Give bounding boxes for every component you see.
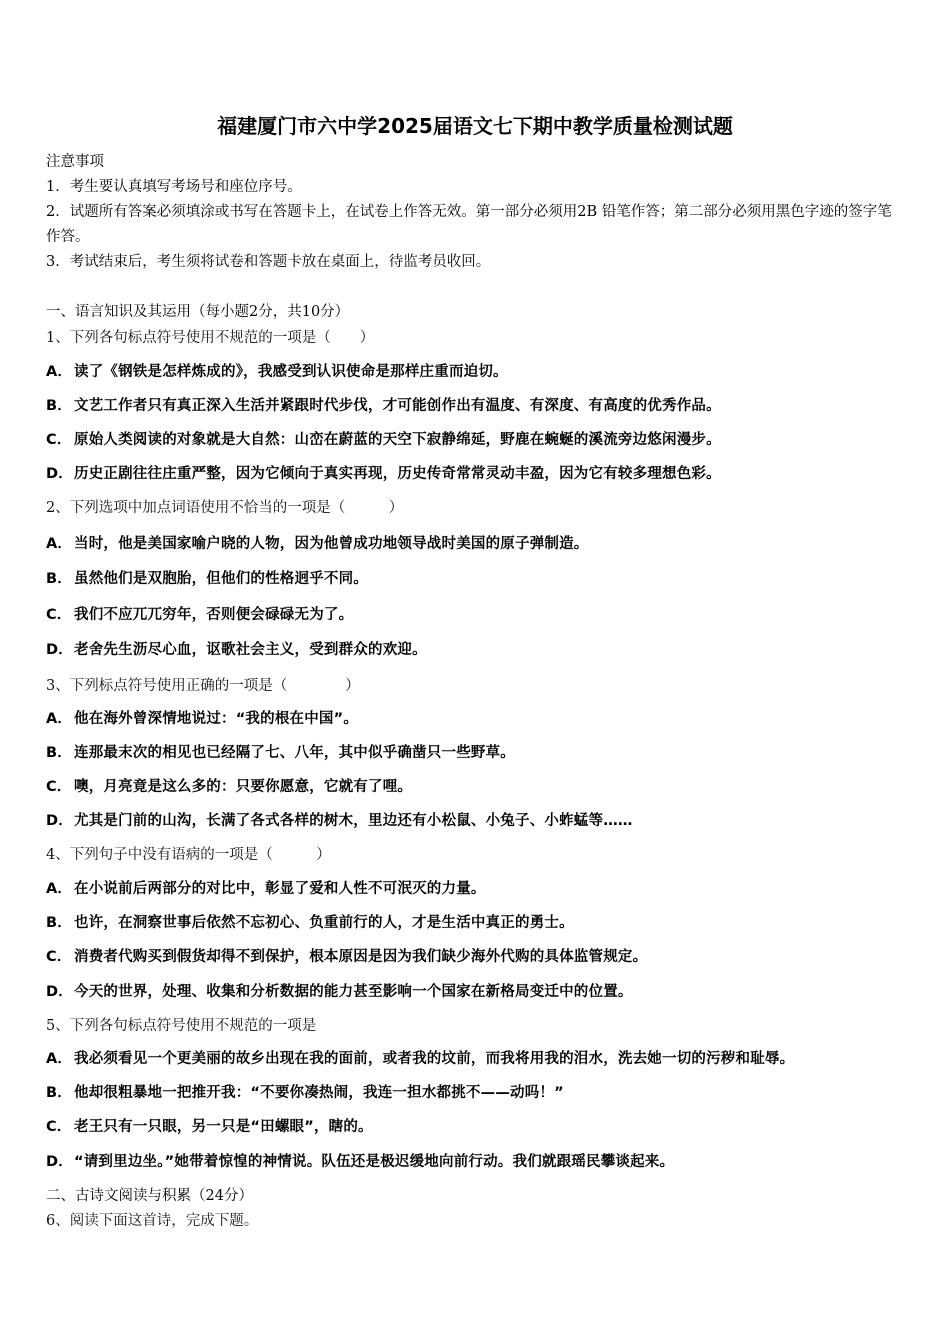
option-text: “请到里边坐。”她带着惊惶的神情说。队伍还是极迟缓地向前行动。我们就跟瑶民攀谈起来。 bbox=[74, 1154, 675, 1170]
option-text: 尤其是门前的山沟，长满了各式各样的树木，里边还有小松鼠、小兔子、小蚱蜢等…… bbox=[74, 813, 633, 829]
option-text: 历史正剧往往庄重严整，因为它倾向于真实再现，历史传奇常常灵动丰盈，因为它有较多理想色彩。 bbox=[74, 466, 721, 482]
option-4d bbox=[46, 980, 916, 1001]
option-text: 噢，月亮竟是这么多的：只要你愿意，它就有了哩。 bbox=[74, 779, 413, 795]
option-3c bbox=[46, 775, 916, 796]
option-text: 今天的世界，处理、收集和分析数据的能力甚至影响一个国家在新格局变迁中的位置。 bbox=[74, 984, 633, 1000]
option-2d bbox=[46, 638, 916, 659]
option-text: 我们不应兀兀穷年，否则便会碌碌无为了。 bbox=[74, 607, 354, 623]
section-heading-1: 一、语言知识及其运用（每小题2分，共10分） bbox=[46, 304, 350, 320]
option-1c bbox=[46, 428, 916, 449]
option-text: 原始人类阅读的对象就是大自然：山峦在蔚蓝的天空下寂静绵延，野鹿在蜿蜒的溪流旁边悠闲漫步。 bbox=[74, 432, 721, 448]
notes-block bbox=[46, 150, 906, 275]
option-5d bbox=[46, 1150, 916, 1171]
option-text: 读了《钢铁是怎样炼成的》，我感受到认识使命是那样庄重而迫切。 bbox=[74, 364, 508, 380]
question-stem-4: 4、下列句子中没有语病的一项是（ ） bbox=[46, 847, 331, 863]
option-2b bbox=[46, 567, 916, 588]
option-2c bbox=[46, 603, 916, 624]
option-text: 连那最末次的相见也已经隔了七、八年，其中似乎确凿只一些野草。 bbox=[74, 745, 515, 761]
option-label: B． bbox=[46, 1085, 72, 1101]
option-3b bbox=[46, 741, 916, 762]
option-4b bbox=[46, 911, 916, 932]
option-1a bbox=[46, 360, 916, 381]
option-label: B． bbox=[46, 571, 72, 587]
option-label: D． bbox=[46, 1154, 73, 1170]
option-3a bbox=[46, 707, 916, 728]
option-text: 虽然他们是双胞胎，但他们的性格迥乎不同。 bbox=[74, 571, 368, 587]
option-label: D． bbox=[46, 466, 73, 482]
option-5a bbox=[46, 1047, 916, 1068]
option-label: B． bbox=[46, 745, 72, 761]
option-3d bbox=[46, 809, 916, 830]
option-text: 我必须看见一个更美丽的故乡出现在我的面前，或者我的坟前，而我将用我的泪水，洗去她一切的污秽和耻辱。 bbox=[74, 1051, 795, 1067]
option-label: C． bbox=[46, 949, 72, 965]
option-text: 他却很粗暴地一把推开我：“不要你凑热闹，我连一担水都挑不——动吗！” bbox=[74, 1085, 564, 1101]
notes-item: 2．试题所有答案必须填涂或书写在答题卡上，在试卷上作答无效。第一部分必须用2B 铅笔作答；第二部分必须用黑色字迹的签字笔作答。 bbox=[46, 204, 892, 245]
option-1b bbox=[46, 394, 916, 415]
option-label: A． bbox=[46, 536, 73, 552]
option-label: C． bbox=[46, 607, 72, 623]
question-stem-5: 5、下列各句标点符号使用不规范的一项是 bbox=[46, 1018, 317, 1034]
option-text: 老王只有一只眼，另一只是“田螺眼”，瞎的。 bbox=[74, 1119, 373, 1135]
option-label: D． bbox=[46, 642, 73, 658]
option-label: A． bbox=[46, 881, 73, 897]
page-title: 福建厦门市六中学2025届语文七下期中教学质量检测试题 bbox=[217, 114, 733, 138]
option-label: D． bbox=[46, 984, 73, 1000]
option-label: C． bbox=[46, 432, 72, 448]
option-text: 老舍先生沥尽心血，讴歌社会主义，受到群众的欢迎。 bbox=[74, 642, 427, 658]
option-4a bbox=[46, 877, 916, 898]
option-label: C． bbox=[46, 1119, 72, 1135]
option-text: 在小说前后两部分的对比中，彰显了爱和人性不可泯灭的力量。 bbox=[74, 881, 486, 897]
question-stem-6: 6、阅读下面这首诗，完成下题。 bbox=[46, 1213, 259, 1229]
option-2a bbox=[46, 532, 916, 553]
notes-item: 3．考试结束后，考生须将试卷和答题卡放在桌面上，待监考员收回。 bbox=[46, 254, 491, 270]
option-5b bbox=[46, 1081, 916, 1102]
option-label: B． bbox=[46, 915, 72, 931]
option-5c bbox=[46, 1115, 916, 1136]
question-stem-3: 3、下列标点符号使用正确的一项是（ ） bbox=[46, 678, 360, 694]
option-1d bbox=[46, 462, 916, 483]
option-label: C． bbox=[46, 779, 72, 795]
notes-heading: 注意事项 bbox=[46, 154, 104, 170]
option-text: 消费者代购买到假货却得不到保护，根本原因是因为我们缺少海外代购的具体监管规定。 bbox=[74, 949, 648, 965]
option-label: A． bbox=[46, 1051, 73, 1067]
option-label: A． bbox=[46, 364, 73, 380]
option-text: 也许，在洞察世事后依然不忘初心、负重前行的人，才是生活中真正的勇士。 bbox=[74, 915, 574, 931]
section-heading-2: 二、古诗文阅读与积累（24分） bbox=[46, 1188, 253, 1204]
notes-item: 1．考生要认真填写考场号和座位序号。 bbox=[46, 179, 302, 195]
option-text: 当时，他是美国家喻户晓的人物，因为他曾成功地领导战时美国的原子弹制造。 bbox=[74, 536, 589, 552]
option-text: 他在海外曾深情地说过：“我的根在中国”。 bbox=[74, 711, 359, 727]
option-label: A． bbox=[46, 711, 73, 727]
option-label: B． bbox=[46, 398, 72, 414]
option-text: 文艺工作者只有真正深入生活并紧跟时代步伐，才可能创作出有温度、有深度、有高度的优秀作品。 bbox=[74, 398, 721, 414]
option-4c bbox=[46, 945, 916, 966]
option-label: D． bbox=[46, 813, 73, 829]
question-stem-2: 2、下列选项中加点词语使用不恰当的一项是（ ） bbox=[46, 500, 404, 516]
question-stem-1: 1、下列各句标点符号使用不规范的一项是（ ） bbox=[46, 330, 375, 346]
